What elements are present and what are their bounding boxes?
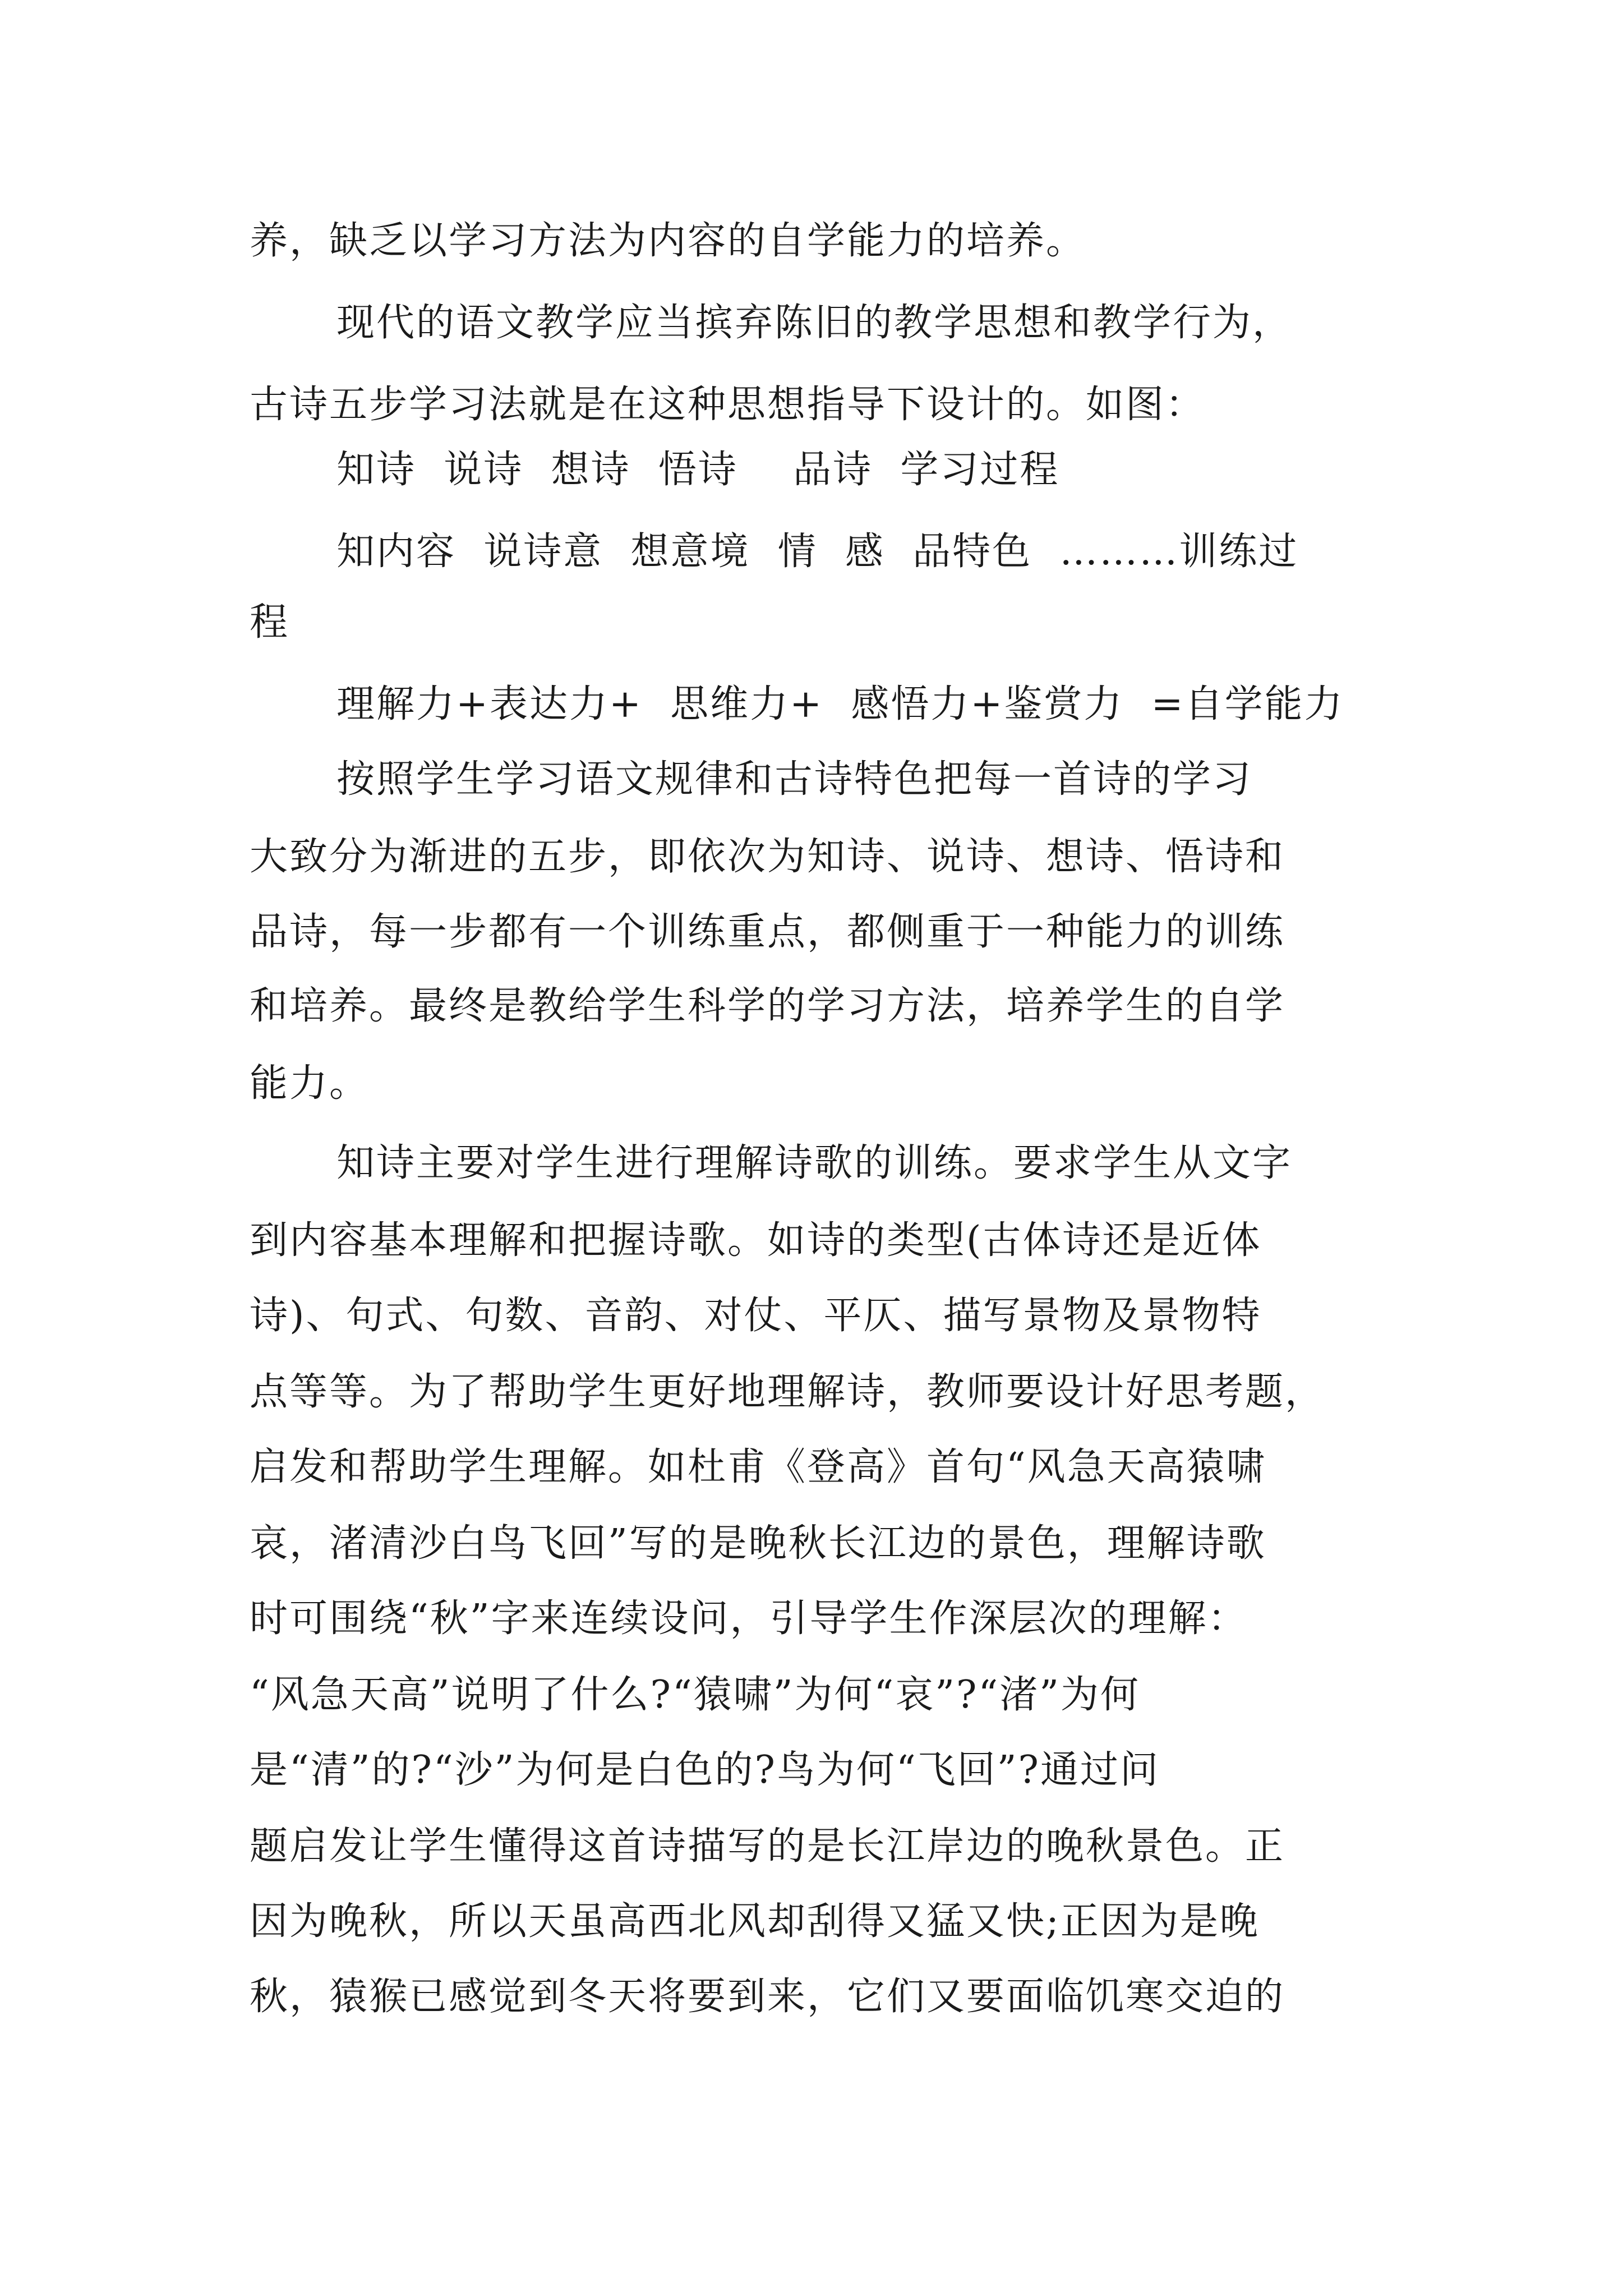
text-line: 现代的语文教学应当摈弃陈旧的教学思想和教学行为， [336, 301, 1293, 345]
text-line: 诗)、句式、句数、音韵、对仗、平仄、描写景物及景物特 [250, 1294, 1262, 1338]
text-line: 知诗主要对学生进行理解诗歌的训练。要求学生从文字 [336, 1141, 1293, 1185]
text-line: 大致分为渐进的五步，即依次为知诗、说诗、想诗、悟诗和 [250, 835, 1285, 879]
text-line: 因为晚秋，所以天虽高西北风却刮得又猛又快;正因为是晚 [250, 1899, 1260, 1944]
text-line: 按照学生学习语文规律和古诗特色把每一首诗的学习 [336, 757, 1253, 802]
text-line: 古诗五步学习法就是在这种思想指导下设计的。如图： [250, 383, 1206, 427]
text-line: 品诗，每一步都有一个训练重点，都侧重于一种能力的训练 [250, 910, 1285, 954]
text-line: 程 [250, 600, 290, 645]
text-line: “风急天高”说明了什么?“猿啸”为何“哀”?“渚”为何 [250, 1673, 1141, 1717]
text-line: 到内容基本理解和把握诗歌。如诗的类型(古体诗还是近体 [250, 1218, 1262, 1263]
text-line: 时可围绕“秋”字来连续设问，引导学生作深层次的理解： [250, 1596, 1248, 1641]
text-line: 哀，渚清沙白鸟飞回”写的是晚秋长江边的景色，理解诗歌 [250, 1521, 1266, 1566]
text-line: 理解力+表达力+ 思维力+ 感悟力+鉴赏力 =自学能力 [336, 682, 1344, 726]
text-line: 题启发让学生懂得这首诗描写的是长江岸边的晚秋景色。正 [250, 1824, 1285, 1869]
text-line: 启发和帮助学生理解。如杜甫《登高》首句“风急天高猿啸 [250, 1445, 1266, 1489]
text-line: 知内容 说诗意 想意境 情 感 品特色 ………训练过 [336, 530, 1299, 574]
text-line: 是“清”的?“沙”为何是白色的?鸟为何“飞回”?通过问 [250, 1748, 1160, 1792]
text-line: 秋，猿猴已感觉到冬天将要到来，它们又要面临饥寒交迫的 [250, 1975, 1285, 2019]
text-line: 和培养。最终是教给学生科学的学习方法，培养学生的自学 [250, 984, 1285, 1028]
text-line: 能力。 [250, 1061, 370, 1106]
text-line: 点等等。为了帮助学生更好地理解诗，教师要设计好思考题， [250, 1370, 1325, 1414]
text-line: 养，缺乏以学习方法为内容的自学能力的培养。 [250, 219, 1086, 263]
text-line: 知诗 说诗 想诗 悟诗 品诗 学习过程 [336, 448, 1060, 492]
